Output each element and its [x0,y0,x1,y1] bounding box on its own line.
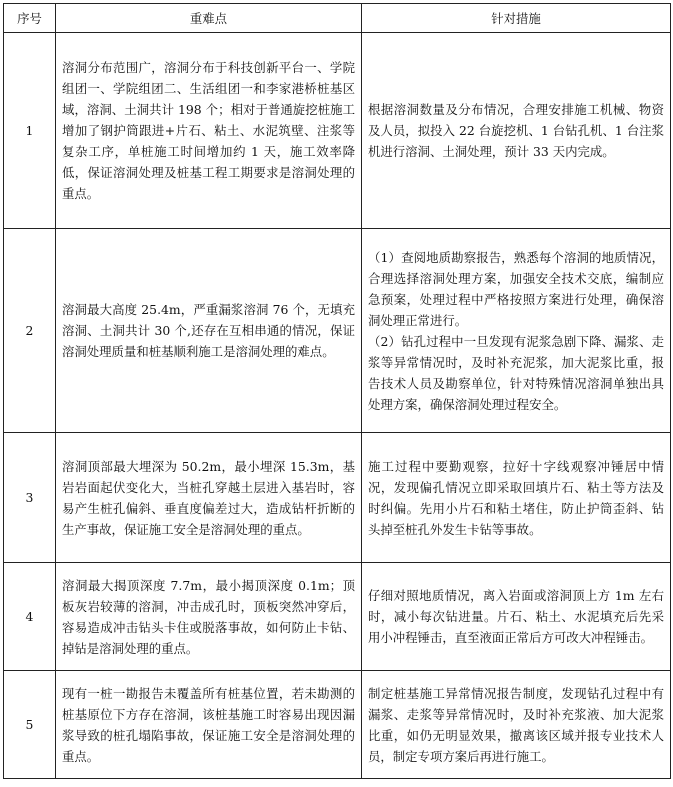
measure-item: 根据溶洞数量及分布情况，合理安排施工机械、物资及人员，拟投入 22 台旋挖机、1 台钻孔机、1 台注浆机进行溶洞、土洞处理，预计 33 天内完成。 [368,102,664,159]
row-difficulty: 溶洞分布范围广，溶洞分布于科技创新平台一、学院组团一、学院组团二、生活组团一和李家港桥桩基区域，溶洞、土洞共计 198 个；相对于普通旋挖桩施工增加了钢护筒跟进+片石、粘土、水泥筑壁、注浆等复杂工序，单桩施工时间增加约 1 天，施工效率降低，保证溶洞处理及桩基工程工期要求是溶洞处理的重点。 [56,33,362,229]
row-difficulty: 现有一桩一勘报告未覆盖所有桩基位置，若未勘测的桩基原位下方存在溶洞，该桩基施工时容易出现因漏浆导致的桩孔塌陷事故，保证施工安全是溶洞处理的重点。 [56,671,362,779]
measure-item: 仔细对照地质情况，离入岩面或溶洞顶上方 1m 左右时，减小每次钻进量。片石、粘土、水泥填充后先采用小冲程锤击，直至液面正常后方可改大冲程锤击。 [368,588,664,645]
row-num: 4 [4,563,56,671]
table-row [4,433,671,563]
row-num: 5 [4,671,56,779]
header-measures: 针对措施 [362,4,671,33]
measure-item: 施工过程中要勤观察，拉好十字线观察冲锤居中情况，发现偏孔情况立即采取回填片石、粘土等方法及时纠偏。先用小片石和粘土堵住，防止护筒歪斜、钻头掉至桩孔外发生卡钻等事故。 [368,458,664,537]
table-row [4,33,671,229]
row-num: 1 [4,33,56,229]
row-num: 2 [4,229,56,433]
row-num: 3 [4,433,56,563]
table-header-row [4,4,671,33]
row-measures [362,671,671,779]
row-measures [362,433,671,563]
header-num: 序号 [4,4,56,33]
measure-item: （2）钻孔过程中一旦发现有泥浆急剧下降、漏浆、走浆等异常情况时，及时补充泥浆，加大泥浆比重，报告技术人员及勘察单位，针对特殊情况溶洞单独出具处理方案，确保溶洞处理过程安全。 [368,333,664,412]
measure-item: （1）查阅地质勘察报告，熟悉每个溶洞的地质情况，合理选择溶洞处理方案，加强安全技术交底，编制应急预案，处理过程中严格按照方案进行处理，确保溶洞处理正常进行。 [368,249,664,328]
measure-item: 制定桩基施工异常情况报告制度，发现钻孔过程中有漏浆、走浆等异常情况时，及时补充浆液、加大泥浆比重，如仍无明显效果，撤离该区域并报专业技术人员，制定专项方案后再进行施工。 [368,685,664,764]
measures-table [3,3,671,779]
row-difficulty: 溶洞最大高度 25.4m，严重漏浆溶洞 76 个，无填充溶洞、土洞共计 30 个,还存在互相串通的情况，保证溶洞处理质量和桩基顺利施工是溶洞处理的难点。 [56,229,362,433]
row-measures [362,33,671,229]
header-difficulty: 重难点 [56,4,362,33]
table-row [4,563,671,671]
row-measures [362,229,671,433]
table-row [4,229,671,433]
row-difficulty: 溶洞顶部最大埋深为 50.2m，最小埋深 15.3m，基岩岩面起伏变化大，当桩孔穿越土层进入基岩时，容易产生桩孔偏斜、垂直度偏差过大，造成钻杆折断的生产事故，保证施工安全是溶洞处理的重点。 [56,433,362,563]
row-measures [362,563,671,671]
table-row [4,671,671,779]
row-difficulty: 溶洞最大揭顶深度 7.7m，最小揭顶深度 0.1m；顶板灰岩较薄的溶洞，冲击成孔时，顶板突然冲穿后，容易造成冲击钻头卡住或脱落事故，如何防止卡钻、掉钻是溶洞处理的重点。 [56,563,362,671]
